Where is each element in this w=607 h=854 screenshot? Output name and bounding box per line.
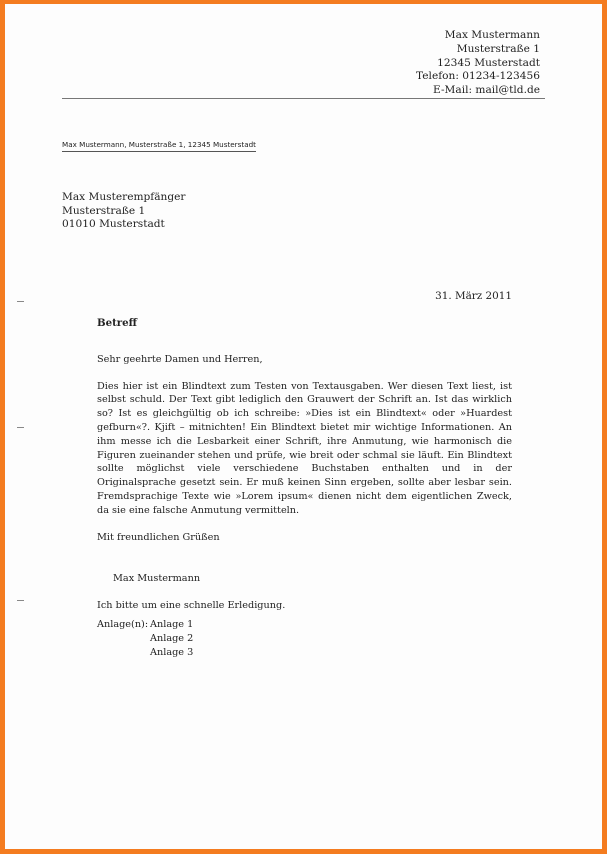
postscript: Ich bitte um eine schnelle Erledigung. [97, 600, 286, 612]
fold-mark-top [17, 301, 24, 302]
signature-name: Max Mustermann [113, 573, 201, 585]
enclosure-item: Anlage 1 [150, 618, 194, 630]
closing-phrase: Mit freundlichen Grüßen [97, 531, 220, 543]
body-paragraph: Dies hier ist ein Blindtext zum Testen von Textausgaben. Wer diesen Text liest, ist selbst schuld. Der Text gibt lediglich den Grauwert der Schrift an. Ist das wirklich so? Ist es gleichgültig ob ich schreibe: »Dies ist ein Blindtext« oder »Huardest gefburn«?. Kjift – mitnichten! Ein Blindtext bietet mir wichtige Informationen. An ihm messe ich die Lesbarkeit einer Schrift, ihre Anmutung, wie harmonisch die Figuren zueinander stehen und prüfe, wie breit oder schmal sie läuft. Ein Blindtext sollte möglichst viele verschiedene Buchstaben enthalten und in der Originalsprache gesetzt sein. Er muß keinen Sinn ergeben, sollte aber lesbar sein. Fremdsprachige Texte wie »Lorem ipsum« dienen nicht dem eigentlichen Zweck, da sie eine falsche Anmutung vermitteln. [97, 380, 512, 516]
enclosure-item: Anlage 3 [150, 646, 194, 658]
header-divider [62, 98, 545, 99]
letter-page [5, 4, 602, 849]
enclosure-item: Anlage 2 [150, 632, 194, 644]
recipient-city: 01010 Musterstadt [62, 218, 165, 230]
fold-mark-bottom [17, 600, 24, 601]
enclosures-list [150, 618, 193, 659]
letter-body [97, 317, 512, 659]
recipient-address [62, 191, 185, 232]
sender-address [416, 29, 540, 98]
enclosures-label: Anlage(n): [97, 618, 149, 630]
letter-date: 31. März 2011 [435, 290, 512, 302]
subject-line: Betreff [97, 317, 138, 329]
return-address-line: Max Mustermann, Musterstraße 1, 12345 Musterstadt [62, 140, 256, 152]
recipient-street: Musterstraße 1 [62, 204, 146, 217]
recipient-name: Max Musterempfänger [62, 191, 186, 203]
sender-email: E-Mail: mail@tld.de [433, 84, 540, 97]
sender-name: Max Mustermann [444, 29, 540, 41]
enclosures [97, 618, 512, 659]
sender-phone: Telefon: 01234-123456 [416, 70, 540, 83]
sender-street: Musterstraße 1 [456, 42, 540, 55]
punch-mark [17, 427, 24, 428]
salutation: Sehr geehrte Damen und Herren, [97, 353, 263, 365]
sender-city: 12345 Musterstadt [437, 56, 540, 69]
